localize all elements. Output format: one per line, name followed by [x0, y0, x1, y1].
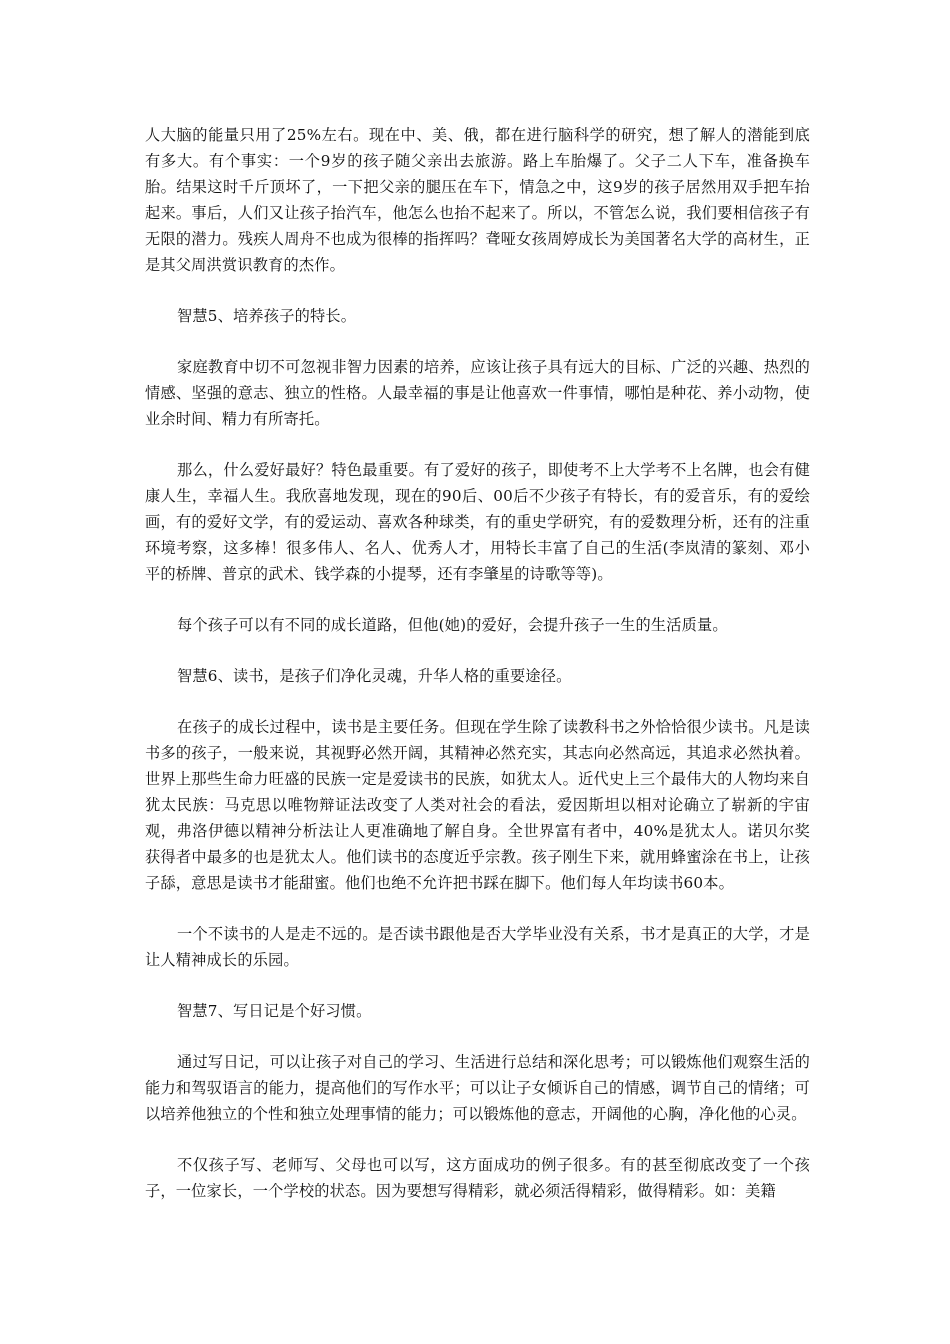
paragraph: 智慧6、读书，是孩子们净化灵魂，升华人格的重要途径。	[177, 667, 572, 685]
document-body	[145, 122, 810, 1229]
paragraph: 智慧5、培养孩子的特长。	[177, 307, 357, 325]
paragraph: 那么，什么爱好最好？特色最重要。有了爱好的孩子，即使考不上大学考不上名牌，也会有健康人生，幸福人生。我欣喜地发现，现在的90后、00后不少孩子有特长，有的爱音乐，有的爱绘画，有的爱好文学，有的爱运动、喜欢各种球类，有的重史学研究，有的爱数理分析，还有的注重环境考察，这多棒！很多伟人、名人、优秀人才，用特长丰富了自己的生活(李岚清的篆刻、邓小平的桥牌、普京的武术、钱学森的小提琴，还有李肇星的诗歌等等)。	[145, 461, 810, 583]
paragraph: 智慧7、写日记是个好习惯。	[177, 1002, 372, 1020]
paragraph: 通过写日记，可以让孩子对自己的学习、生活进行总结和深化思考；可以锻炼他们观察生活的能力和驾驭语言的能力，提高他们的写作水平；可以让子女倾诉自己的情感，调节自己的情绪；可以培养他独立的个性和独立处理事情的能力；可以锻炼他的意志，开阔他的心胸，净化他的心灵。	[145, 1053, 810, 1123]
paragraph: 人大脑的能量只用了25%左右。现在中、美、俄，都在进行脑科学的研究，想了解人的潜能到底有多大。有个事实：一个9岁的孩子随父亲出去旅游。路上车胎爆了。父子二人下车，准备换车胎。结果这时千斤顶坏了，一下把父亲的腿压在车下，情急之中，这9岁的孩子居然用双手把车抬起来。事后，人们又让孩子抬汽车，他怎么也抬不起来了。所以，不管怎么说，我们要相信孩子有无限的潜力。残疾人周舟不也成为很棒的指挥吗？聋哑女孩周婷成长为美国著名大学的高材生，正是其父周洪赏识教育的杰作。	[145, 126, 810, 274]
paragraph: 不仅孩子写、老师写、父母也可以写，这方面成功的例子很多。有的甚至彻底改变了一个孩子，一位家长，一个学校的状态。因为要想写得精彩，就必须活得精彩，做得精彩。如：美籍	[145, 1156, 810, 1200]
paragraph: 在孩子的成长过程中，读书是主要任务。但现在学生除了读教科书之外恰恰很少读书。凡是读书多的孩子，一般来说，其视野必然开阔，其精神必然充实，其志向必然高远，其追求必然执着。世界上那些生命力旺盛的民族一定是爱读书的民族，如犹太人。近代史上三个最伟大的人物均来自犹太民族：马克思以唯物辩证法改变了人类对社会的看法，爱因斯坦以相对论确立了崭新的宇宙观，弗洛伊德以精神分析法让人更准确地了解自身。全世界富有者中，40%是犹太人。诺贝尔奖获得者中最多的也是犹太人。他们读书的态度近乎宗教。孩子刚生下来，就用蜂蜜涂在书上，让孩子舔，意思是读书才能甜蜜。他们也绝不允许把书踩在脚下。他们每人年均读书60本。	[145, 718, 810, 892]
paragraph: 每个孩子可以有不同的成长道路，但他(她)的爱好，会提升孩子一生的生活质量。	[177, 616, 728, 634]
paragraph: 一个不读书的人是走不远的。是否读书跟他是否大学毕业没有关系，书才是真正的大学，才是让人精神成长的乐园。	[145, 925, 810, 969]
paragraph: 家庭教育中切不可忽视非智力因素的培养，应该让孩子具有远大的目标、广泛的兴趣、热烈的情感、坚强的意志、独立的性格。人最幸福的事是让他喜欢一件事情，哪怕是种花、养小动物，使业余时间、精力有所寄托。	[145, 358, 810, 428]
